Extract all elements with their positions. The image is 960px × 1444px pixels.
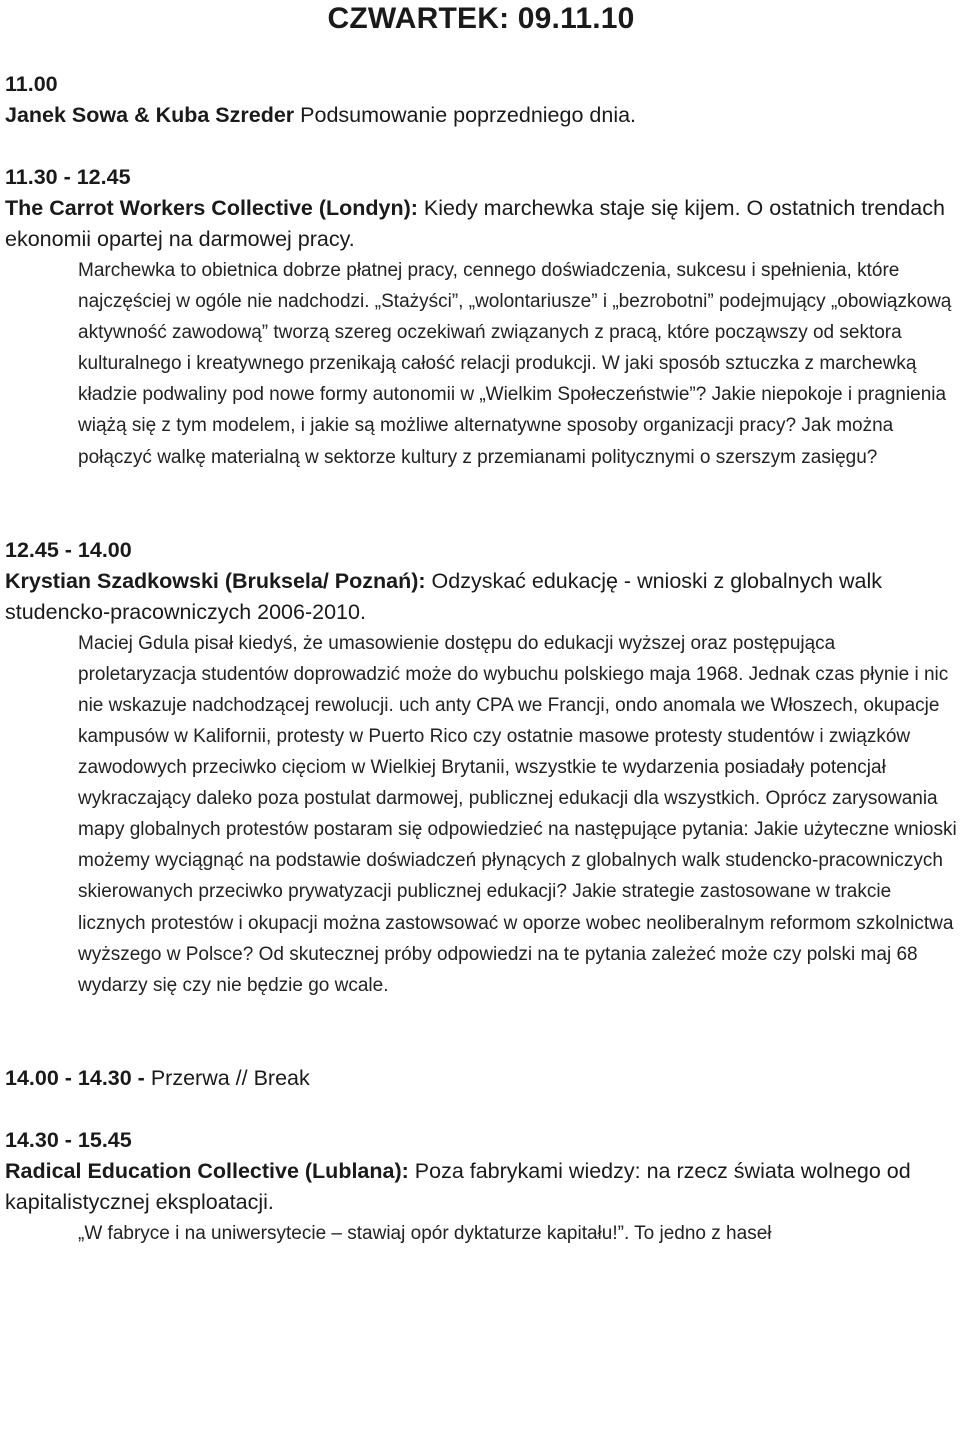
session-time: 14.30 - 15.45 [5, 1127, 132, 1152]
schedule-page [5, 0, 957, 1249]
session-headline [5, 1063, 957, 1094]
session-topic: Podsumowanie poprzedniego dnia. [294, 103, 637, 127]
spacer [5, 1001, 957, 1063]
session-description: „W fabryce i na uniwersytecie – stawiaj opór dyktaturze kapitału!”. To jedno z haseł [78, 1222, 772, 1244]
session-description: Maciej Gdula pisał kiedyś, że umasowienie dostępu do edukacji wyższej oraz postępująca proletaryzacja studentów doprowadzić może do wybuchu polskiego maja 1968. Jednak czas płynie i nic nie wskazuje nadchodzącej rewolucji. uch anty CPA we Francji, ondo anomala we Włoszech, okupacje kampusów w Kalifornii, protesty w Puerto Rico czy ostatnie masowe protesty studentów i związków zawodowych przeciwko cięciom w Wielkiej Brytanii, wszystkie te wydarzenia posiadały potencjał wykraczający daleko poza postulat darmowej, publicznej edukacji dla wszystkich. Oprócz zarysowania mapy globalnych protestów postaram się odpowiedzieć na następujące pytania: Jakie użyteczne wnioski możemy wyciągnąć na podstawie doświadczeń płynących z globalnych walk studencko-pracowniczych skierowanych przeciwko prywatyzacji publicznej edukacji? Jakie strategie zastosowane w trakcie licznych protestów i okupacji można zastowsować w oporze wobec neoliberalnym reformom szkolnictwa wyższego w Polsce? Od skutecznej próby odpowiedzi na te pytania zależeć może czy polski maj 68 wydarzy się czy nie będzie go wcale. [78, 632, 957, 996]
session-break [5, 1063, 957, 1094]
session-topic: Odzyskać edukację - wnioski z globalnych walk studencko-pracowniczych 2006-2010. [5, 568, 883, 624]
session-headline [5, 566, 957, 628]
session-time: 11.00 [5, 72, 58, 96]
session-topic: Kiedy marchewka staje się kijem. O ostatnich trendach ekonomii opartej na darmowej pracy. [5, 196, 945, 251]
session-1 [5, 69, 957, 131]
spacer [5, 38, 957, 69]
session-headline [5, 1156, 957, 1218]
spacer [5, 131, 957, 162]
session-5 [5, 1125, 957, 1249]
session-speakers: Radical Education Collective (Lublana): [5, 1158, 409, 1183]
session-topic: Poza fabrykami wiedzy: na rzecz świata wolnego od kapitalistycznej eksploatacji. [5, 1158, 911, 1214]
session-time: 12.45 - 14.00 [5, 537, 132, 562]
session-topic: Przerwa // Break [144, 1065, 310, 1090]
session-time: 11.30 - 12.45 [5, 165, 131, 189]
session-speakers: The Carrot Workers Collective (Londyn): [5, 196, 418, 220]
session-speakers: Janek Sowa & Kuba Szreder [5, 103, 295, 127]
session-description: Marchewka to obietnica dobrze płatnej pracy, cennego doświadczenia, sukcesu i spełnienia, które najczęściej w ogóle nie nadchodzi. „Stażyści”, „wolontariusze” i „bezrobotni” podejmujący „obowiązkową aktywność zawodową” tworzą szereg oczekiwań związanych z pracą, które począwszy od sektora kulturalnego i kreatywnego przenikają całość relacji produkcji. W jaki sposób sztuczka z marchewką kładzie podwaliny pod nowe formy autonomii w „Wielkim Społeczeństwie”? Jakie niepokoje i pragnienia wiążą się z tym modelem, i jakie są możliwe alternatywne sposoby organizacji pracy? Jak można połączyć walkę materialną w sektorze kultury z przemianami politycznymi o szerszym zasięgu? [78, 260, 952, 468]
page-title: CZWARTEK: 09.11.10 [327, 2, 635, 35]
session-2 [5, 162, 957, 473]
session-time: 14.00 - 14.30 - [5, 1065, 145, 1090]
session-3 [5, 535, 957, 1001]
session-headline [5, 193, 957, 255]
session-speakers: Krystian Szadkowski (Bruksela/ Poznań): [5, 568, 426, 593]
spacer [5, 1094, 957, 1125]
spacer [5, 473, 957, 535]
session-headline [5, 100, 957, 131]
